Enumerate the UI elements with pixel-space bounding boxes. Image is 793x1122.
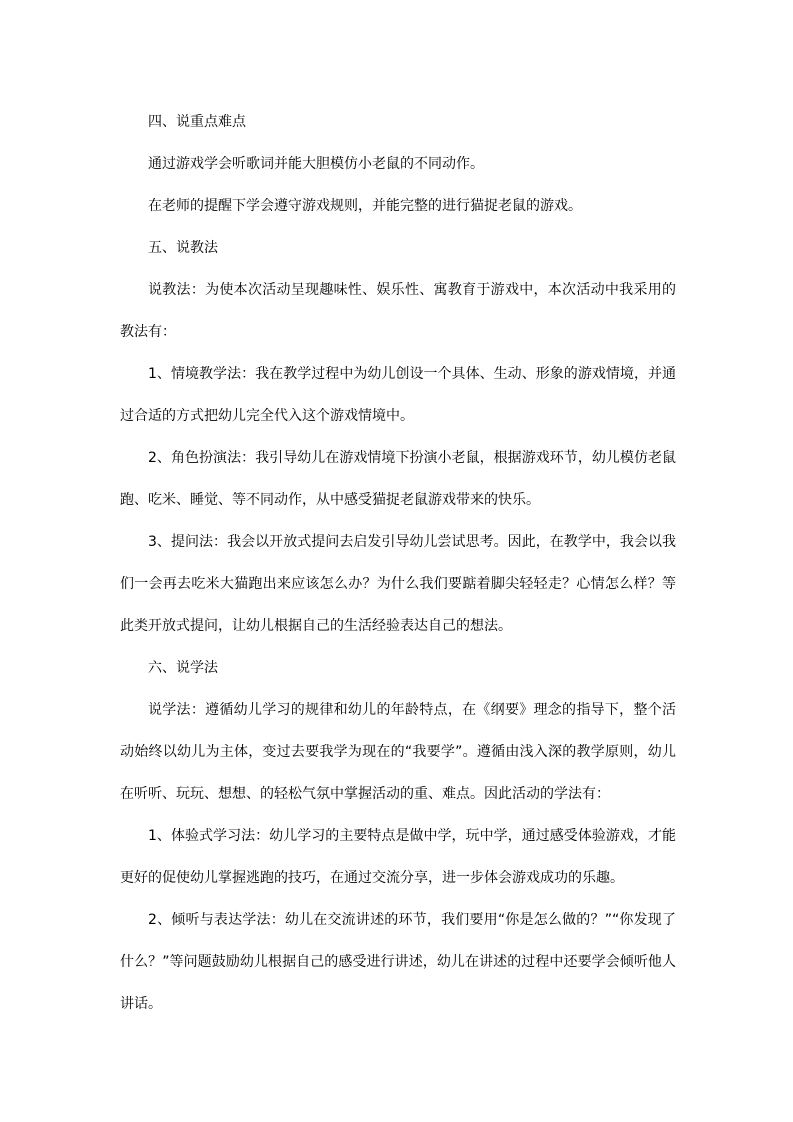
paragraph: 1、情境教学法：我在教学过程中为幼儿创设一个具体、生动、形象的游戏情境，并通过合适的方式把幼儿完全代入这个游戏情境中。 bbox=[120, 366, 676, 424]
paragraph: 说学法：遵循幼儿学习的规律和幼儿的年龄特点，在《纲要》理念的指导下，整个活动始终以幼儿为主体，变过去要我学为现在的“我要学”。遵循由浅入深的教学原则，幼儿在听听、玩玩、想想、的轻松气氛中掌握活动的重、难点。因此活动的学法有： bbox=[120, 702, 676, 802]
paragraph: 2、角色扮演法：我引导幼儿在游戏情境下扮演小老鼠，根据游戏环节，幼儿模仿老鼠跑、吃米、睡觉、等不同动作，从中感受猫捉老鼠游戏带来的快乐。 bbox=[120, 450, 676, 508]
paragraph: 说教法：为使本次活动呈现趣味性、娱乐性、寓教育于游戏中，本次活动中我采用的教法有： bbox=[120, 282, 676, 340]
section-heading-4: 四、说重点难点 bbox=[148, 114, 246, 130]
paragraph: 3、提问法：我会以开放式提问去启发引导幼儿尝试思考。因此，在教学中，我会以我们一会再去吃米大猫跑出来应该怎么办？为什么我们要踮着脚尖轻轻走？心情怎么样？等此类开放式提问，让幼儿根据自己的生活经验表达自己的想法。 bbox=[120, 534, 676, 634]
paragraph: 在老师的提醒下学会遵守游戏规则，并能完整的进行猫捉老鼠的游戏。 bbox=[148, 198, 582, 214]
paragraph: 通过游戏学会听歌词并能大胆模仿小老鼠的不同动作。 bbox=[148, 156, 484, 172]
section-heading-5: 五、说教法 bbox=[148, 240, 218, 256]
document-body bbox=[120, 101, 676, 1025]
paragraph: 2、倾听与表达学法：幼儿在交流讲述的环节，我们要用“你是怎么做的？”“你发现了什么？”等问题鼓励幼儿根据自己的感受进行讲述，幼儿在讲述的过程中还要学会倾听他人讲话。 bbox=[120, 912, 676, 1012]
paragraph: 1、体验式学习法：幼儿学习的主要特点是做中学，玩中学，通过感受体验游戏，才能更好的促使幼儿掌握逃跑的技巧，在通过交流分享，进一步体会游戏成功的乐趣。 bbox=[120, 828, 676, 886]
section-heading-6: 六、说学法 bbox=[148, 660, 218, 676]
